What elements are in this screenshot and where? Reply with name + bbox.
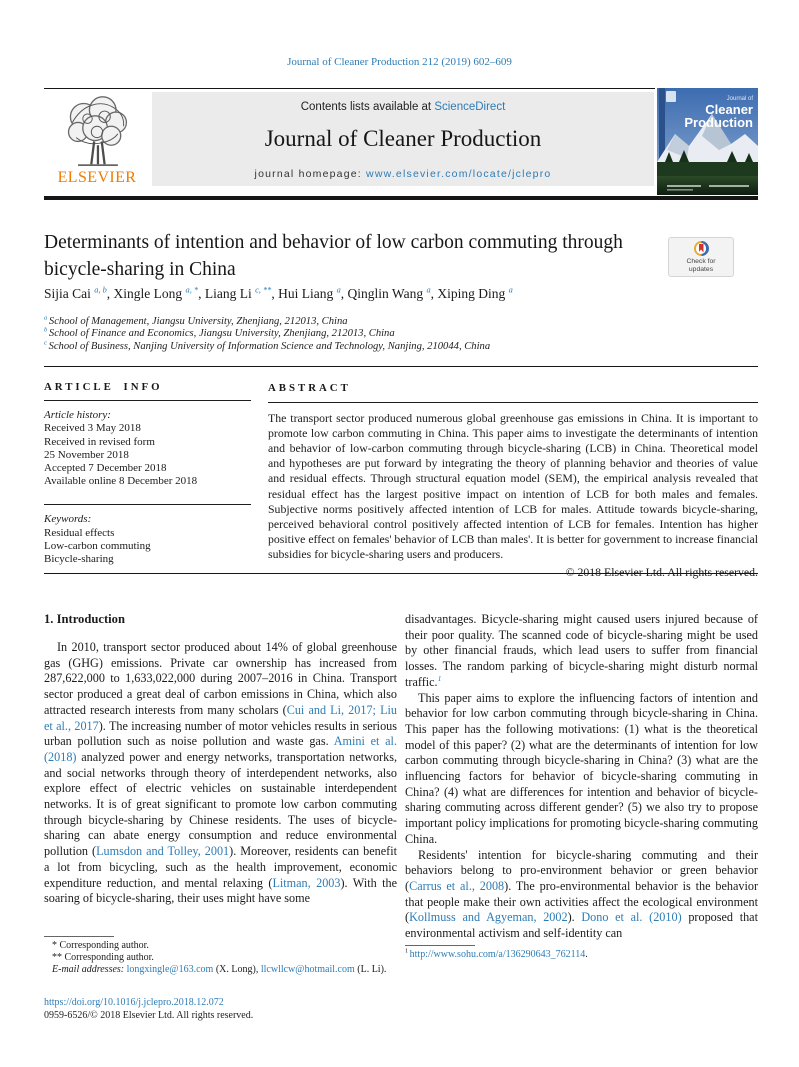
elsevier-tree-icon [46, 94, 148, 168]
abstract-copyright: © 2018 Elsevier Ltd. All rights reserved. [565, 565, 758, 580]
footnote-rule [405, 945, 475, 946]
keyword: Bicycle-sharing [44, 553, 114, 566]
history-line: Accepted 7 December 2018 [44, 462, 167, 475]
journal-cover-thumbnail [657, 88, 758, 195]
badge-label: Check for updates [686, 258, 716, 273]
affiliation-a: $^a$ School of Management, Jiangsu University, Zhenjiang, 212013, China [44, 314, 348, 327]
contents-line [152, 101, 654, 113]
elsevier-logo [46, 94, 148, 190]
history-line: 25 November 2018 [44, 448, 129, 461]
inline-link[interactable]: Carrus et al., 2008 [409, 878, 505, 893]
article-title: Determinants of intention and behavior of low carbon commuting through bicycle-sharing in China [44, 232, 623, 280]
intro-left-column [44, 612, 397, 907]
article-info-heading: ARTICLE INFO [44, 381, 163, 393]
cover-kicker: Journal of [726, 96, 753, 102]
affiliation-c: $^c$ School of Business, Nanjing University of Information Science and Technology, Nanjing, 210044, China [44, 339, 491, 352]
intro-right-column [405, 612, 758, 942]
inline-link[interactable]: Kollmuss and Agyeman, 2002 [409, 910, 568, 925]
inline-link[interactable]: Lumsdon and Tolley, 2001 [96, 844, 230, 859]
sciencedirect-link[interactable]: ScienceDirect [434, 101, 506, 113]
inline-link[interactable]: Litman, 2003 [272, 875, 341, 890]
cover-elsevier-mark [666, 91, 676, 102]
history-line: Received in revised form [44, 435, 155, 448]
intro-paragraph: In 2010, transport sector produced about 14% of global greenhouse gas (GHG) emissions. Private car ownership has increased from 287,622,000 to 1,633,022,000 during 2007–2016 in China. Transport sector produced a great deal of carbon emissions in China, which also attracted research interests from many scholars (Cui and Li, 2017; Liu et al., 2017). The increasing number of motor vehicles results in serious urban pollution such as noise pollution and waste gas. Amini et al. (2018) analyzed power and energy networks, transportation networks, and social networks through theory of interdependent networks, also explore effect of electric vehicles on sustainable interdependent networks. It is of great significant to promote low carbon commuting through bicycle-sharing by Chinese residents. The uses of bicycle-sharing can abate energy consumption and reduce environmental pollution (Lumsdon and Tolley, 2001). Moreover, residents can benefit a lot from bicycling, such as the health improvement, economic expenditure reduction, and mental relaxing (Litman, 2003). With the soaring of bicycle-sharing, their uses might have some [44, 640, 398, 906]
history-line: Received 3 May 2018 [44, 422, 141, 435]
inline-link[interactable]: Amini et al. (2018) [44, 734, 397, 764]
header-bottom-rule [44, 196, 758, 200]
keyword: Residual effects [44, 526, 115, 539]
history-label: Article history: [44, 409, 111, 422]
journal-header-banner [152, 92, 654, 186]
contents-prefix: Contents lists available at [300, 101, 435, 113]
abstract-section [268, 381, 758, 580]
intro-paragraph: Residents' intention for bicycle-sharing commuting and their behaviors belong to pro-environment behavior or green behavior (Carrus et al., 2008). The pro-environmental behavior is the behavior that people make their own activities affect the ecological environment (Kollmuss and Agyeman, 2002). Dono et al. (2010) proposed that environmental activism and self-identity can [405, 847, 758, 941]
section-heading: 1. Introduction [44, 612, 125, 626]
article-info-rule [44, 400, 251, 401]
keywords-rule [44, 504, 251, 505]
abstract-rule [268, 402, 758, 403]
header-top-rule [44, 88, 655, 89]
footnote-rule [44, 936, 114, 937]
check-for-updates-badge[interactable] [668, 237, 734, 277]
right-footnote [405, 945, 758, 961]
corresponding-author-note-2: ** Corresponding author. [52, 952, 154, 964]
cover-title-1: Cleaner [705, 102, 753, 117]
intro-paragraph: disadvantages. Bicycle-sharing might caused users injured because of their poor quality. The scanned code of bicycle-sharing might be used by other financial frauds, which lead users to suffer from financial losses. The random parking of bicycle-sharing might disturb normal traffic.$^1$ [405, 612, 758, 689]
body-top-rule [44, 573, 758, 574]
homepage-url-link[interactable]: www.elsevier.com/locate/jclepro [366, 168, 552, 180]
intro-paragraph: This paper aims to explore the influencing factors of intention and behavior for low carbon commuting through bicycle-sharing in China. This paper has the following motivations: (1) what is the theoretical model of this paper? (2) what are the determinants of intention for low carbon commuting through bicycle-sharing in China? (3) what are the influencing factors for behavior of bicycle-sharing commuting in China? (4) what are differences for intention and behavior of bicycle-sharing commuting across different gender? (5) we also try to propose important policy implications for promoting bicycle-sharing commuting China. [405, 690, 758, 846]
inline-link[interactable]: longxingle@163.com [126, 964, 214, 976]
cover-title-2: Production [684, 115, 753, 130]
inline-link[interactable]: llcwllcw@hotmail.com [260, 964, 355, 976]
affiliation-b: $^b$ School of Finance and Economics, Jiangsu University, Zhenjiang, 212013, China [44, 326, 395, 340]
history-line: Available online 8 December 2018 [44, 475, 198, 488]
left-footnotes [44, 936, 397, 977]
homepage-label: journal homepage: [254, 168, 367, 180]
corresponding-author-note: * Corresponding author. [52, 940, 149, 951]
inline-link[interactable]: http://www.sohu.com/a/136290643_762114 [409, 949, 586, 960]
issn-copyright-line: 0959-6526/© 2018 Elsevier Ltd. All rights reserved. [44, 1010, 254, 1021]
abstract-heading: ABSTRACT [268, 382, 351, 394]
email-addresses-line: E-mail addresses: longxingle@163.com (X. Long), llcwllcw@hotmail.com (L. Li). [52, 964, 387, 976]
article-info-section [44, 381, 251, 566]
keywords-label: Keywords: [44, 513, 92, 526]
meta-top-rule [44, 366, 758, 367]
journal-title: Journal of Cleaner Production [264, 126, 542, 151]
journal-citation: Journal of Cleaner Production 212 (2019) 602–609 [287, 56, 512, 68]
doi-link[interactable]: https://doi.org/10.1016/j.jclepro.2018.12.072 [44, 997, 224, 1008]
inline-link[interactable]: Dono et al. (2010) [581, 910, 682, 925]
abstract-text: The transport sector produced numerous global greenhouse gas emissions in China. It is important to promote low carbon commuting in China. This paper aims to investigate the determinants of intention and behavior of low-carbon commuting through bicycle-sharing (LCB) in China. Theoretical model and hypotheses are put forward by integrating the theory of planning behavior and theories of value and residual effects. Through structural equation model (SEM), the empirical analysis revealed that residual effect has the largest positive impact on intention of LCB for both males and females. Subjective norms positively affected intention of LCB for males. Attitude towards bicycle-sharing, perceived behavioral control positively affected intention of LCB for females. Intention has higher positive effect on females' behavior of LCB than males'. It is better for government to increase financial subsidies for bicycle-sharing users and producers. [268, 411, 758, 561]
inline-link[interactable]: Cui and Li, 2017; Liu et al., 2017 [44, 702, 397, 733]
affiliations [44, 316, 724, 353]
keyword: Low-carbon commuting [44, 539, 151, 552]
crossmark-icon [694, 241, 709, 256]
elsevier-wordmark: ELSEVIER [57, 169, 137, 186]
homepage-line [152, 168, 654, 180]
authors-line: Sijia Cai $^{a, b}$, Xingle Long $^{a, *}$, Liang Li $^{c, **}$, Hui Liang $^a$, Qinglin Wang $^a$, Xiping Ding $^a$ [44, 285, 513, 301]
footnote-1: $^1$ http://www.sohu.com/a/136290643_762114. [405, 947, 588, 960]
